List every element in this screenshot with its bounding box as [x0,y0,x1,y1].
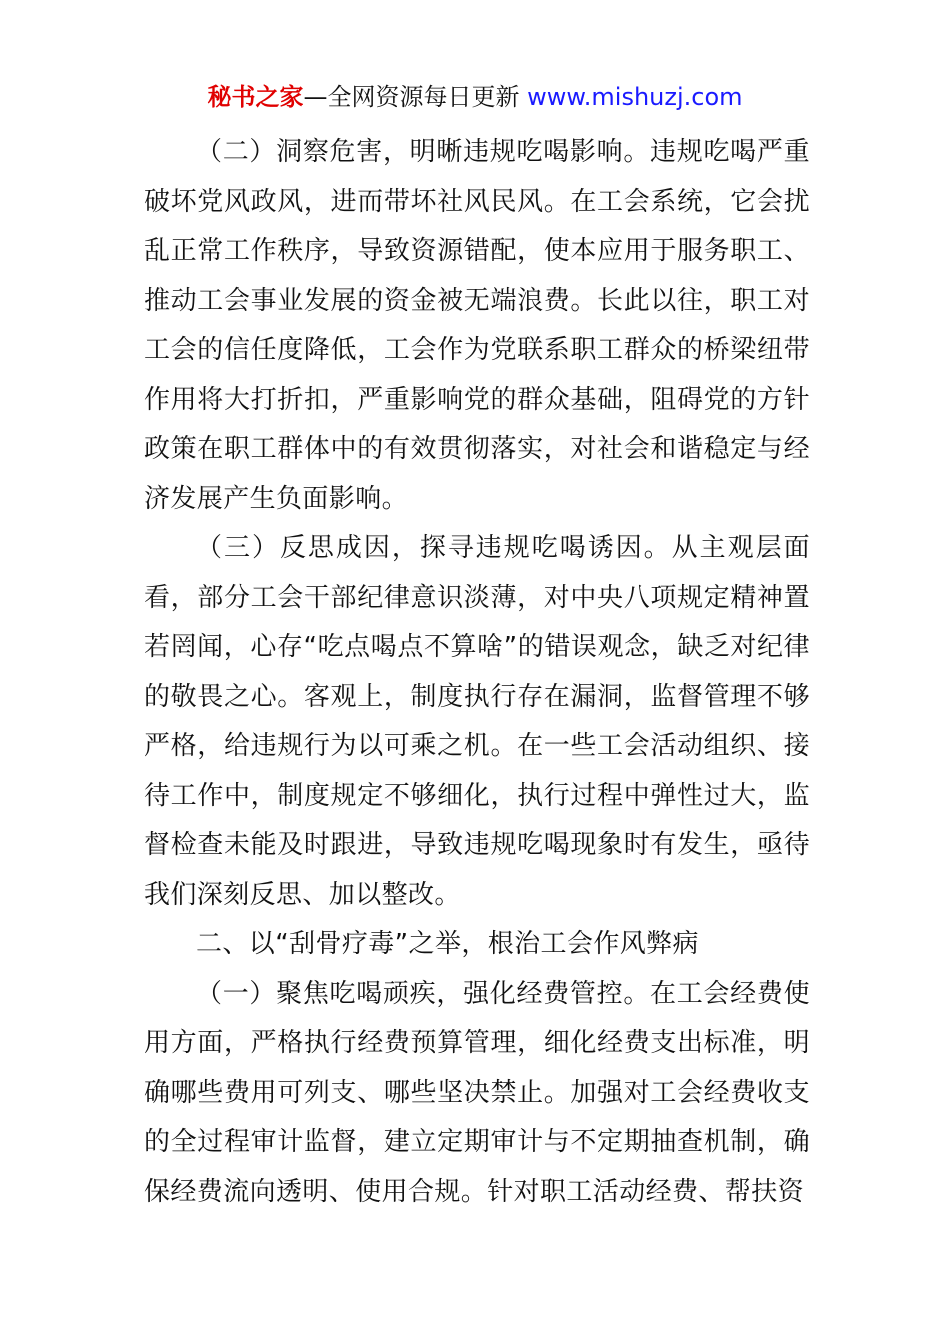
header-brand: 秘书之家 [207,83,304,111]
header-site-link[interactable]: www.mishuzj.com [527,83,743,111]
paragraph-harm: （二）洞察危害，明晰违规吃喝影响。违规吃喝严重破坏党风政风，进而带坏社风民风。在工会系统，它会扰乱正常工作秩序，导致资源错配，使本应用于服务职工、推动工会事业发展的资金被无端浪费。长此以往，职工对工会的信任度降低，工会作为党联系职工群众的桥梁纽带作用将大打折扣，严重影响党的群众基础，阻碍党的方针政策在职工群体中的有效贯彻落实，对社会和谐稳定与经济发展产生负面影响。 [144,137,810,514]
page-header [0,80,950,114]
header-slogan: —全网资源每日更新 [303,83,528,111]
document-body [144,128,810,1217]
section-heading-2: 二、以“刮骨疗毒”之举，根治工会作风弊病 [196,929,699,959]
paragraph-causes: （三）反思成因，探寻违规吃喝诱因。从主观层面看，部分工会干部纪律意识淡薄，对中央八项规定精神置若罔闻，心存“吃点喝点不算啥”的错误观念，缺乏对纪律的敬畏之心。客观上，制度执行存在漏洞，监督管理不够严格，给违规行为以可乘之机。在一些工会活动组织、接待工作中，制度规定不够细化，执行过程中弹性过大，监督检查未能及时跟进，导致违规吃喝现象时有发生，亟待我们深刻反思、加以整改。 [144,533,810,910]
paragraph-funds-control: （一）聚焦吃喝顽疾，强化经费管控。在工会经费使用方面，严格执行经费预算管理，细化经费支出标准，明确哪些费用可列支、哪些坚决禁止。加强对工会经费收支的全过程审计监督，建立定期审计与不定期抽查机制，确保经费流向透明、使用合规。针对职工活动经费、帮扶资 [144,978,810,1207]
